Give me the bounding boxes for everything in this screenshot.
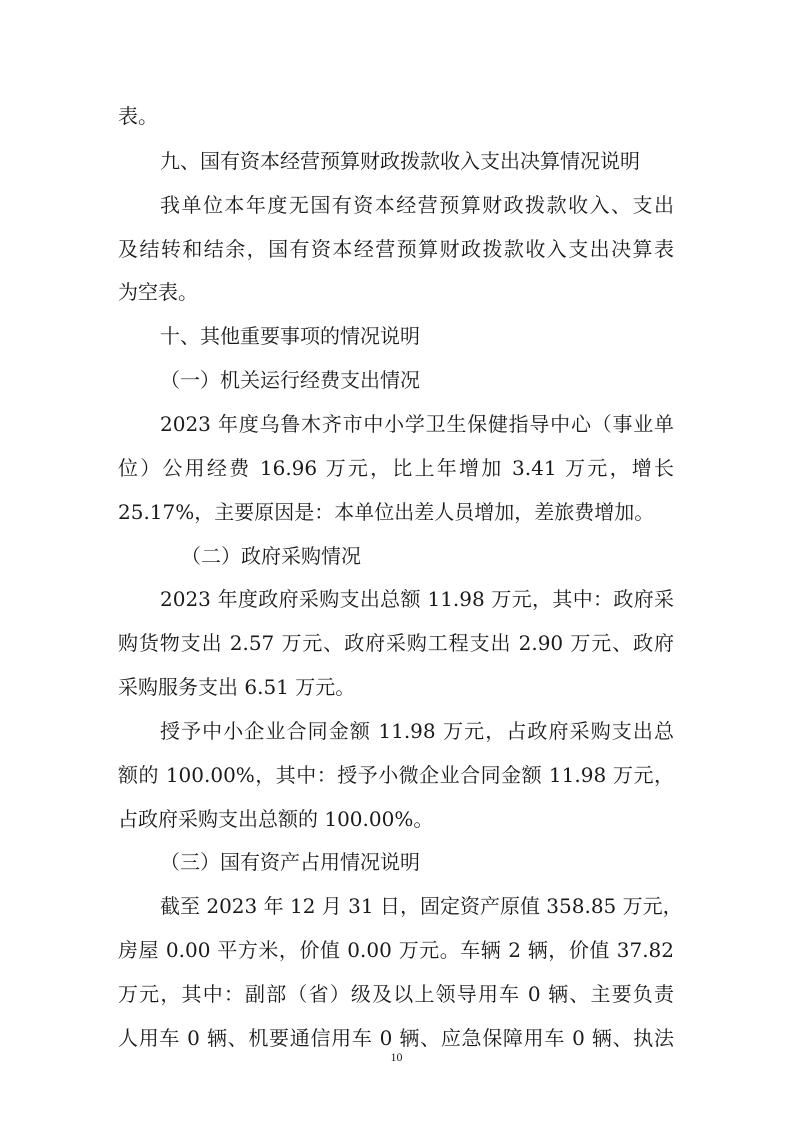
paragraph-line: 采购服务支出 6.51 万元。 bbox=[118, 675, 356, 699]
paragraph-line: 额的 100.00%，其中：授予小微企业合同金额 11.98 万元， bbox=[118, 763, 674, 787]
paragraph-line: 授予中小企业合同金额 11.98 万元，占政府采购支出总 bbox=[160, 719, 674, 743]
paragraph-line: 2023 年度政府采购支出总额 11.98 万元，其中：政府采 bbox=[160, 587, 674, 611]
section-heading-10: 十、其他重要事项的情况说明 bbox=[160, 324, 420, 348]
subsection-heading-3: （三）国有资产占用情况说明 bbox=[160, 850, 420, 874]
page-number: 10 bbox=[390, 1050, 403, 1064]
section-heading-9: 九、国有资本经营预算财政拨款收入支出决算情况说明 bbox=[160, 149, 640, 173]
paragraph-line: 房屋 0.00 平方米，价值 0.00 万元。车辆 2 辆，价值 37.82 bbox=[118, 938, 674, 962]
paragraph-line: 占政府采购支出总额的 100.00%。 bbox=[118, 807, 434, 831]
paragraph-line: 表。 bbox=[118, 104, 158, 128]
subsection-heading-1: （一）机关运行经费支出情况 bbox=[160, 368, 420, 392]
paragraph-line: 位）公用经费 16.96 万元，比上年增加 3.41 万元，增长 bbox=[118, 456, 674, 480]
subsection-heading-2: （二）政府采购情况 bbox=[181, 544, 361, 568]
paragraph-line: 人用车 0 辆、机要通信用车 0 辆、应急保障用车 0 辆、执法 bbox=[118, 1026, 674, 1050]
paragraph-line: 2023 年度乌鲁木齐市中小学卫生保健指导中心（事业单 bbox=[160, 412, 674, 436]
paragraph-line: 25.17%，主要原因是：本单位出差人员增加，差旅费增加。 bbox=[118, 500, 655, 524]
paragraph-line: 购货物支出 2.57 万元、政府采购工程支出 2.90 万元、政府 bbox=[118, 631, 674, 655]
paragraph-line: 截至 2023 年 12 月 31 日，固定资产原值 358.85 万元， bbox=[160, 894, 683, 918]
paragraph-line: 及结转和结余，国有资本经营预算财政拨款收入支出决算表 bbox=[118, 237, 674, 261]
paragraph-line: 为空表。 bbox=[118, 280, 198, 304]
paragraph-line: 万元，其中：副部（省）级及以上领导用车 0 辆、主要负责 bbox=[118, 982, 674, 1006]
paragraph-line: 我单位本年度无国有资本经营预算财政拨款收入、支出 bbox=[160, 193, 674, 217]
